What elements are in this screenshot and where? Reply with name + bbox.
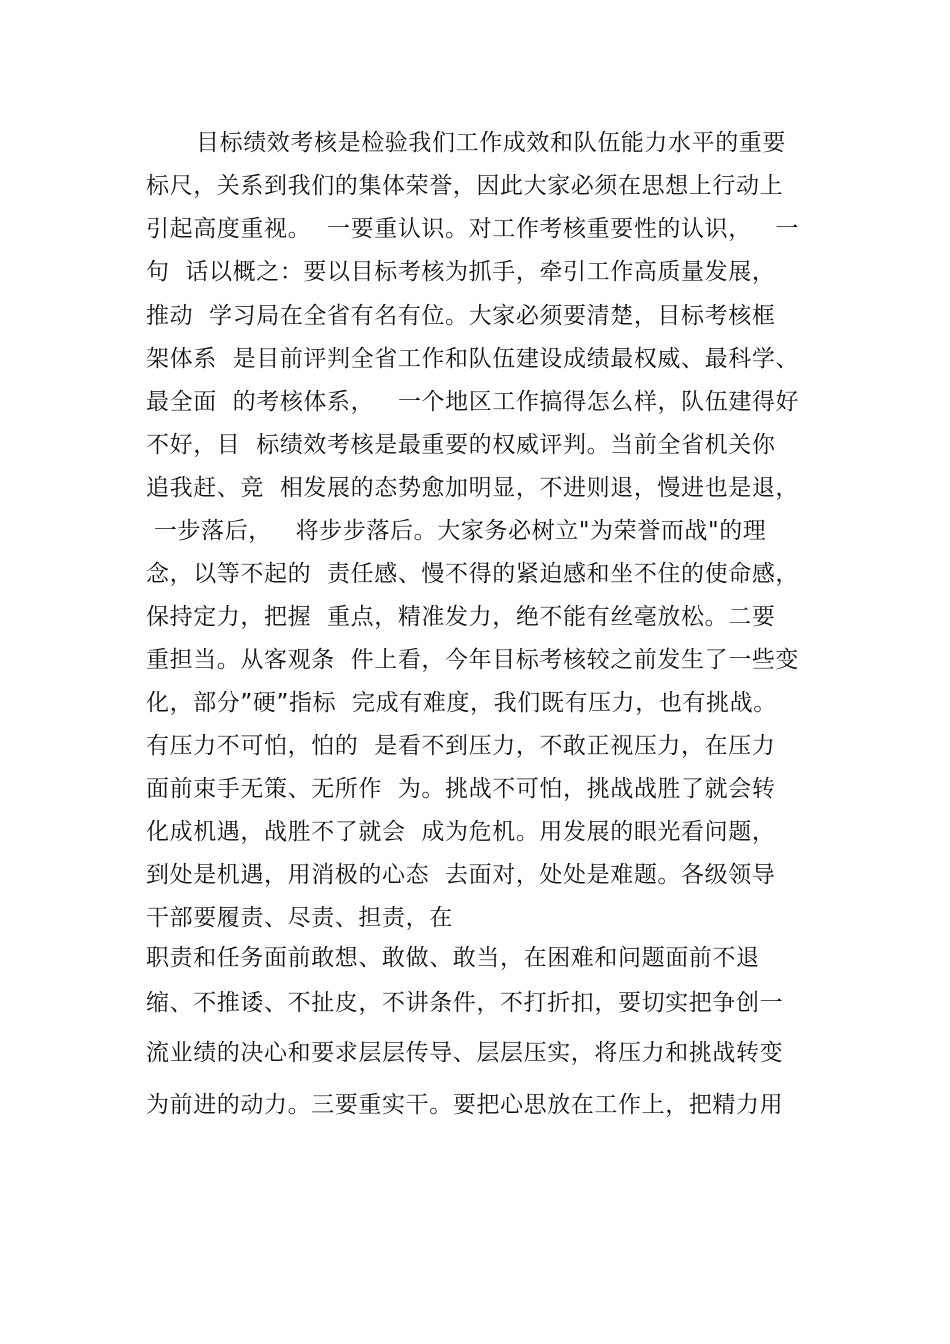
paragraph-line: 标尺，关系到我们的集体荣誉，因此大家必须在思想上行动上: [146, 173, 784, 199]
paragraph-line: 不好，目 标绩效考核是最重要的权威评判。当前全省机关你: [146, 432, 776, 458]
paragraph-line: 推动 学习局在全省有名有位。大家必须要清楚，目标考核框: [146, 303, 776, 329]
paragraph-line: 最全面 的考核体系， 一个地区工作搞得怎么样，队伍建得好: [146, 389, 800, 415]
paragraph-line: 目标绩效考核是检验我们工作成效和队伍能力水平的重要: [196, 130, 786, 156]
paragraph-line: 到处是机遇，用消极的心态 去面对，处处是难题。各级领导: [146, 862, 776, 888]
paragraph-line: 缩、不推诿、不扯皮，不讲条件，不打折扣，要切实把争创一: [146, 990, 784, 1016]
paragraph-line: 句 话以概之：要以目标考核为抓手，牵引工作高质量发展，: [146, 259, 776, 285]
paragraph-line: 有压力不可怕，怕的 是看不到压力，不敢正视压力，在压力: [146, 733, 776, 759]
paragraph-line: 保持定力，把握 重点，精准发力，绝不能有丝毫放松。二要: [146, 604, 776, 630]
paragraph-line: 念，以等不起的 责任感、慢不得的紧迫感和坐不住的使命感，: [146, 561, 800, 587]
paragraph-line: 干部要履责、尽责、担责，在: [146, 905, 453, 931]
paragraph-line: 追我赶、竞 相发展的态势愈加明显，不进则退，慢进也是退，: [146, 475, 800, 501]
paragraph-line: 架体系 是目前评判全省工作和队伍建设成绩最权威、最科学、: [146, 346, 800, 372]
paragraph-line: 重担当。从客观条 件上看，今年目标考核较之前发生了一些变: [146, 647, 800, 673]
paragraph-line: 引起高度重视。 一要重认识。对工作考核重要性的认识， 一: [146, 216, 800, 242]
paragraph-line: 一步落后， 将步步落后。大家务必树立"为荣誉而战"的理: [146, 518, 767, 544]
paragraph-line: 为前进的动力。三要重实干。要把心思放在工作上，把精力用: [146, 1092, 784, 1118]
paragraph-line: 化，部分”硬”指标 完成有难度，我们既有压力，也有挑战。: [146, 690, 777, 716]
paragraph-line: 职责和任务面前敢想、敢做、敢当，在困难和问题面前不退: [146, 945, 760, 971]
paragraph-line: 流业绩的决心和要求层层传导、层层压实，将压力和挑战转变: [146, 1040, 784, 1066]
paragraph-line: 面前束手无策、无所作 为。挑战不可怕，挑战战胜了就会转: [146, 776, 776, 802]
paragraph-line: 化成机遇，战胜不了就会 成为危机。用发展的眼光看问题，: [146, 819, 776, 845]
